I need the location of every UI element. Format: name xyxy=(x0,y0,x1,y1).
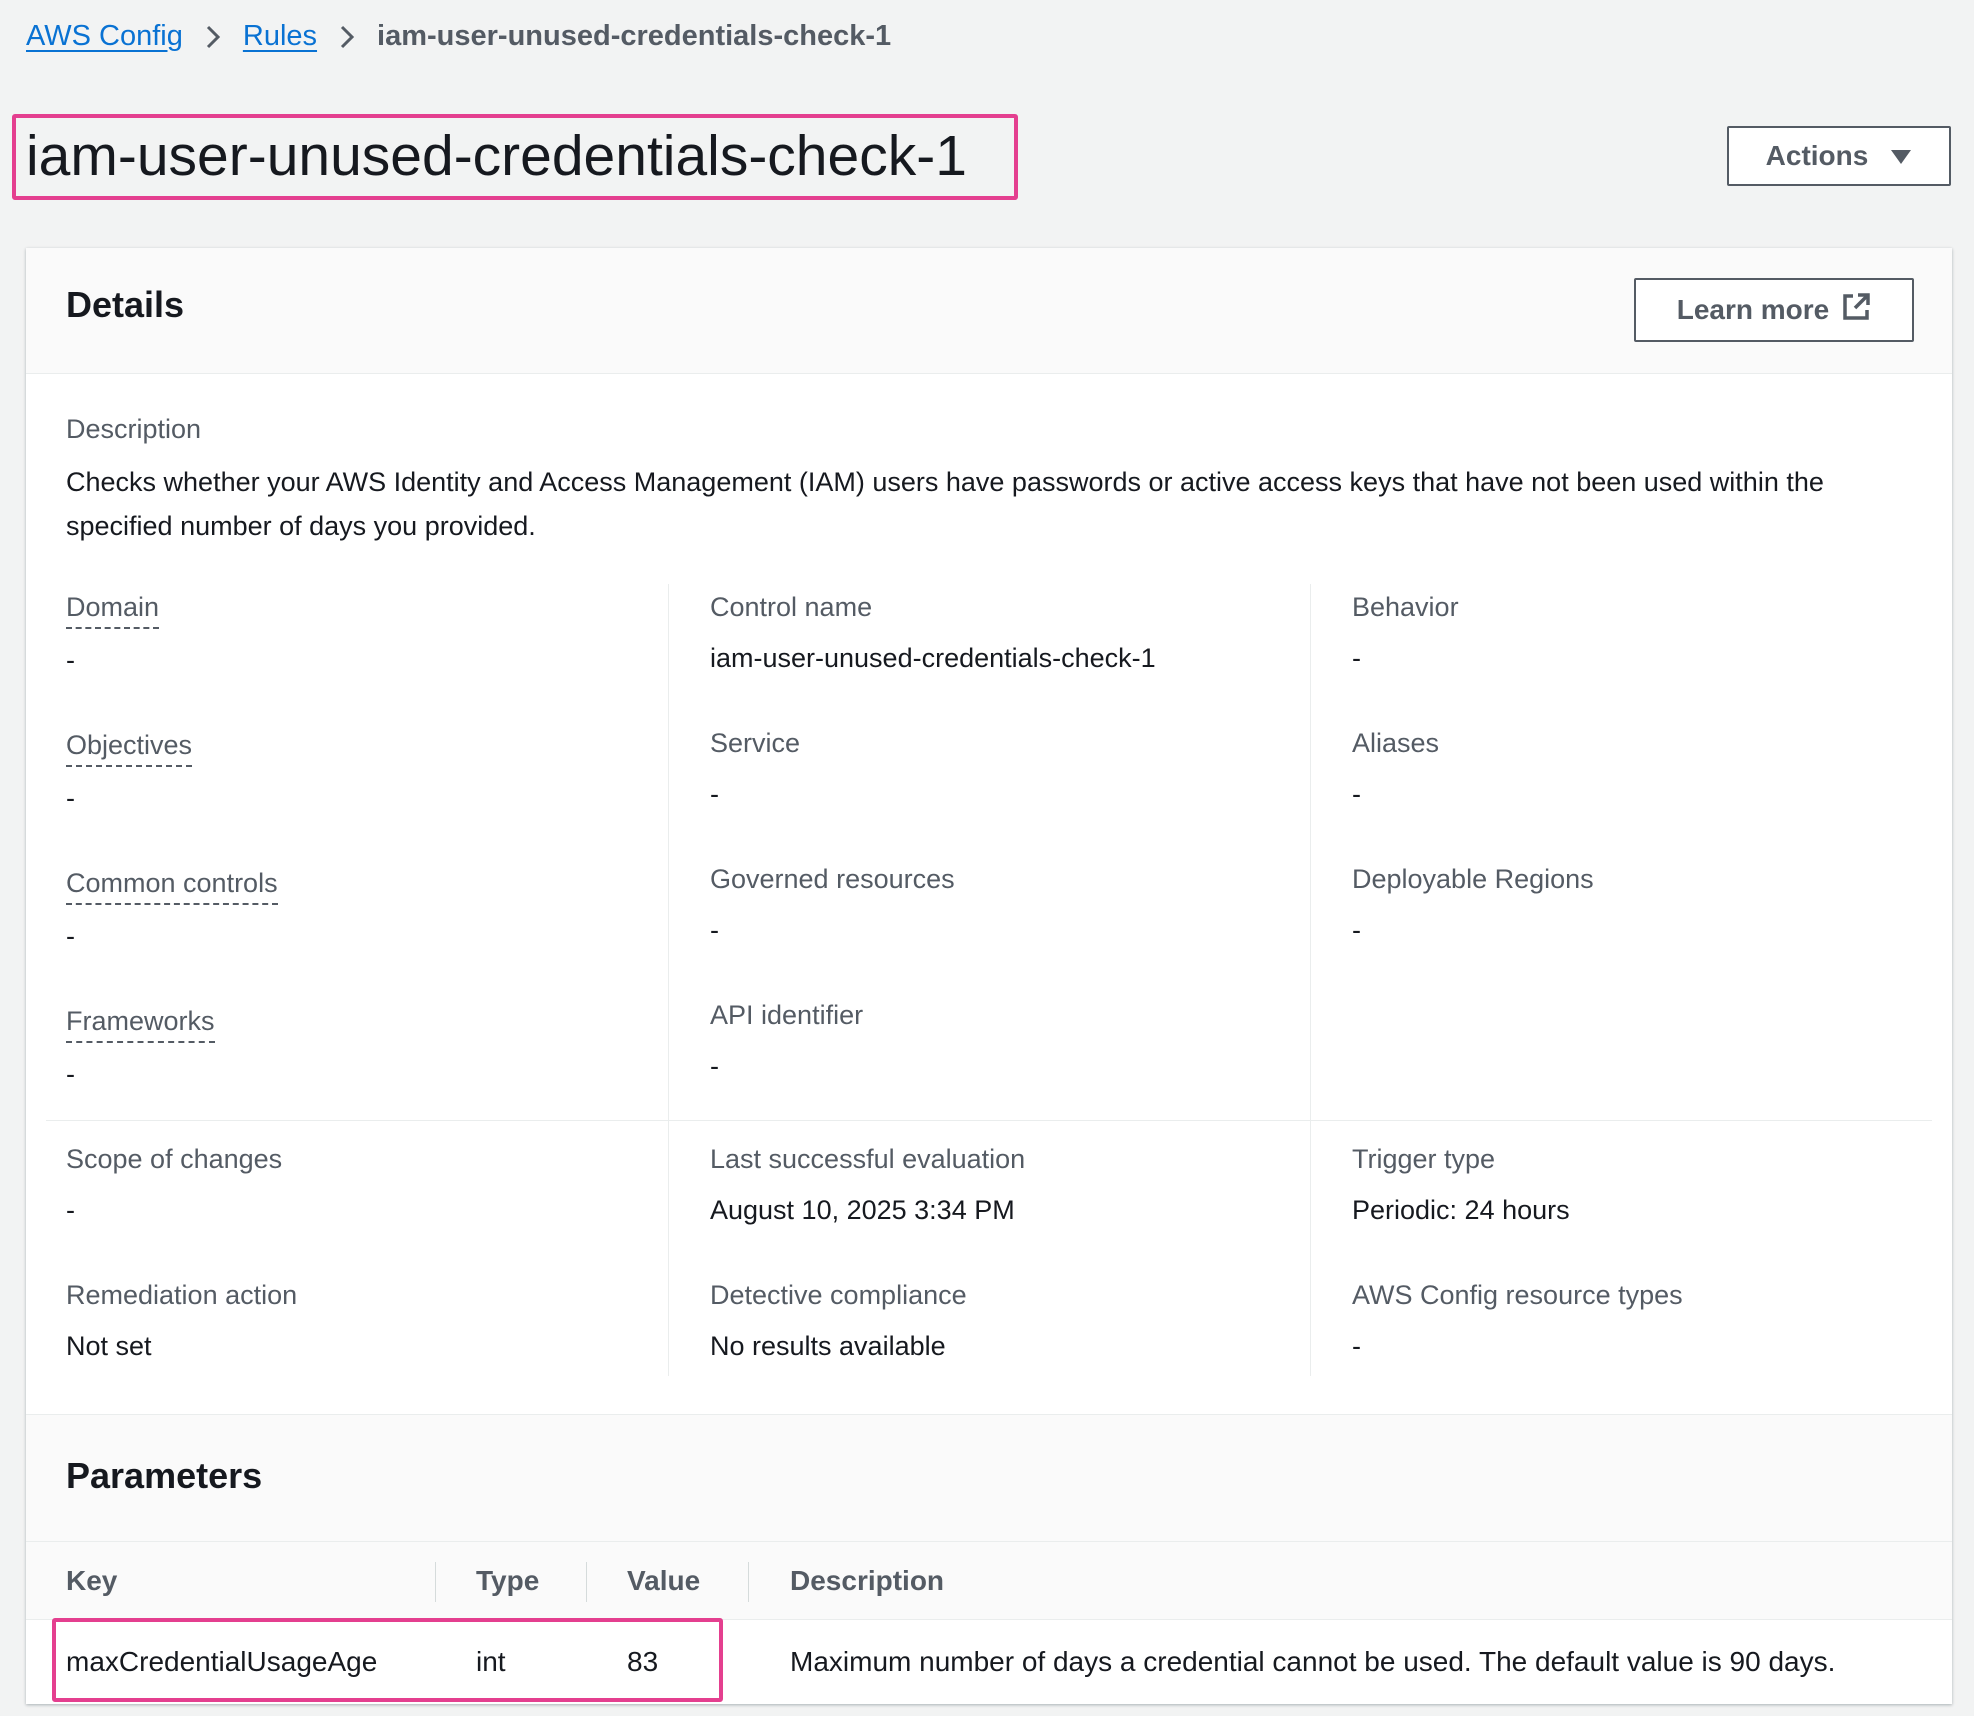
param-description-cell: Maximum number of days a credential cannot be used. The default value is 90 days. xyxy=(790,1646,1836,1677)
field-last-successful-evaluation xyxy=(710,1144,1025,1226)
field-control-name xyxy=(710,592,1156,674)
resource-types-label: AWS Config resource types xyxy=(1352,1280,1683,1310)
section-divider xyxy=(46,1120,1932,1121)
column-resizer[interactable] xyxy=(748,1562,749,1602)
api-identifier-value: - xyxy=(710,1051,719,1081)
frameworks-value: - xyxy=(66,1059,75,1089)
description-label: Description xyxy=(66,414,202,444)
behavior-label: Behavior xyxy=(1352,592,1459,622)
external-link-icon xyxy=(1841,292,1871,329)
field-aliases xyxy=(1352,728,1439,810)
field-trigger-type xyxy=(1352,1144,1570,1226)
caret-down-icon xyxy=(1890,140,1912,172)
remediation-action-value: Not set xyxy=(66,1331,152,1361)
control-name-label: Control name xyxy=(710,592,873,622)
breadcrumb xyxy=(26,14,891,58)
remediation-action-label: Remediation action xyxy=(66,1280,298,1310)
details-panel xyxy=(26,248,1952,1704)
field-common-controls xyxy=(66,868,278,952)
parameters-heading: Parameters xyxy=(66,1455,263,1496)
trigger-type-label: Trigger type xyxy=(1352,1144,1496,1174)
details-header xyxy=(26,248,1952,374)
aliases-value: - xyxy=(1352,779,1361,809)
column-header-key[interactable]: Key xyxy=(66,1565,118,1596)
detective-compliance-value: No results available xyxy=(710,1331,946,1361)
column-header-type[interactable]: Type xyxy=(476,1565,540,1596)
column-header-value[interactable]: Value xyxy=(627,1565,701,1596)
column-resizer[interactable] xyxy=(435,1562,436,1602)
objectives-label[interactable]: Objectives xyxy=(66,730,192,767)
description-text: Checks whether your AWS Identity and Access Management (IAM) users have passwords or active access keys that have not been used within the specified number of days you provided. xyxy=(66,467,1824,541)
param-key-cell: maxCredentialUsageAge xyxy=(66,1646,378,1677)
api-identifier-label: API identifier xyxy=(710,1000,864,1030)
param-value-cell: 83 xyxy=(627,1646,659,1677)
page-title: iam-user-unused-credentials-check-1 xyxy=(26,124,967,188)
breadcrumb-current: iam-user-unused-credentials-check-1 xyxy=(377,19,892,52)
chevron-right-icon xyxy=(317,20,377,53)
field-detective-compliance xyxy=(710,1280,967,1362)
aliases-label: Aliases xyxy=(1352,728,1440,758)
resource-types-value: - xyxy=(1352,1331,1361,1361)
column-resizer[interactable] xyxy=(586,1562,587,1602)
detective-compliance-label: Detective compliance xyxy=(710,1280,967,1310)
parameters-table-header xyxy=(26,1542,1952,1620)
column-header-description[interactable]: Description xyxy=(790,1565,945,1596)
field-remediation-action xyxy=(66,1280,297,1362)
field-api-identifier xyxy=(710,1000,863,1082)
deployable-regions-value: - xyxy=(1352,915,1361,945)
last-evaluation-label: Last successful evaluation xyxy=(710,1144,1026,1174)
behavior-value: - xyxy=(1352,643,1361,673)
field-governed-resources xyxy=(710,864,955,946)
breadcrumb-rules-link[interactable]: Rules xyxy=(242,19,318,52)
details-heading: Details xyxy=(66,284,185,325)
learn-more-button[interactable] xyxy=(1634,278,1914,342)
field-behavior xyxy=(1352,592,1459,674)
actions-button[interactable] xyxy=(1727,126,1951,186)
chevron-right-icon xyxy=(183,20,243,53)
common-controls-label[interactable]: Common controls xyxy=(66,868,278,905)
field-objectives xyxy=(66,730,192,814)
parameters-header xyxy=(26,1414,1952,1542)
objectives-value: - xyxy=(66,783,75,813)
trigger-type-value: Periodic: 24 hours xyxy=(1352,1195,1570,1225)
field-domain xyxy=(66,592,159,676)
field-deployable-regions xyxy=(1352,864,1594,946)
scope-of-changes-label: Scope of changes xyxy=(66,1144,283,1174)
service-label: Service xyxy=(710,728,801,758)
learn-more-label: Learn more xyxy=(1676,294,1830,325)
governed-resources-label: Governed resources xyxy=(710,864,955,894)
column-divider xyxy=(668,1140,669,1376)
service-value: - xyxy=(710,779,719,809)
field-frameworks xyxy=(66,1006,215,1090)
common-controls-value: - xyxy=(66,921,75,951)
column-divider xyxy=(1310,1140,1311,1376)
governed-resources-value: - xyxy=(710,915,719,945)
scope-of-changes-value: - xyxy=(66,1195,75,1225)
frameworks-label[interactable]: Frameworks xyxy=(66,1006,215,1043)
domain-label[interactable]: Domain xyxy=(66,592,159,629)
actions-button-label: Actions xyxy=(1765,140,1869,171)
breadcrumb-aws-config-link[interactable]: AWS Config xyxy=(26,19,183,52)
field-service xyxy=(710,728,800,810)
field-resource-types xyxy=(1352,1280,1683,1362)
last-evaluation-value: August 10, 2025 3:34 PM xyxy=(710,1195,1015,1225)
param-type-cell: int xyxy=(476,1646,506,1677)
control-name-value: iam-user-unused-credentials-check-1 xyxy=(710,643,1156,673)
field-scope-of-changes xyxy=(66,1144,282,1226)
deployable-regions-label: Deployable Regions xyxy=(1352,864,1594,894)
domain-value: - xyxy=(66,645,75,675)
